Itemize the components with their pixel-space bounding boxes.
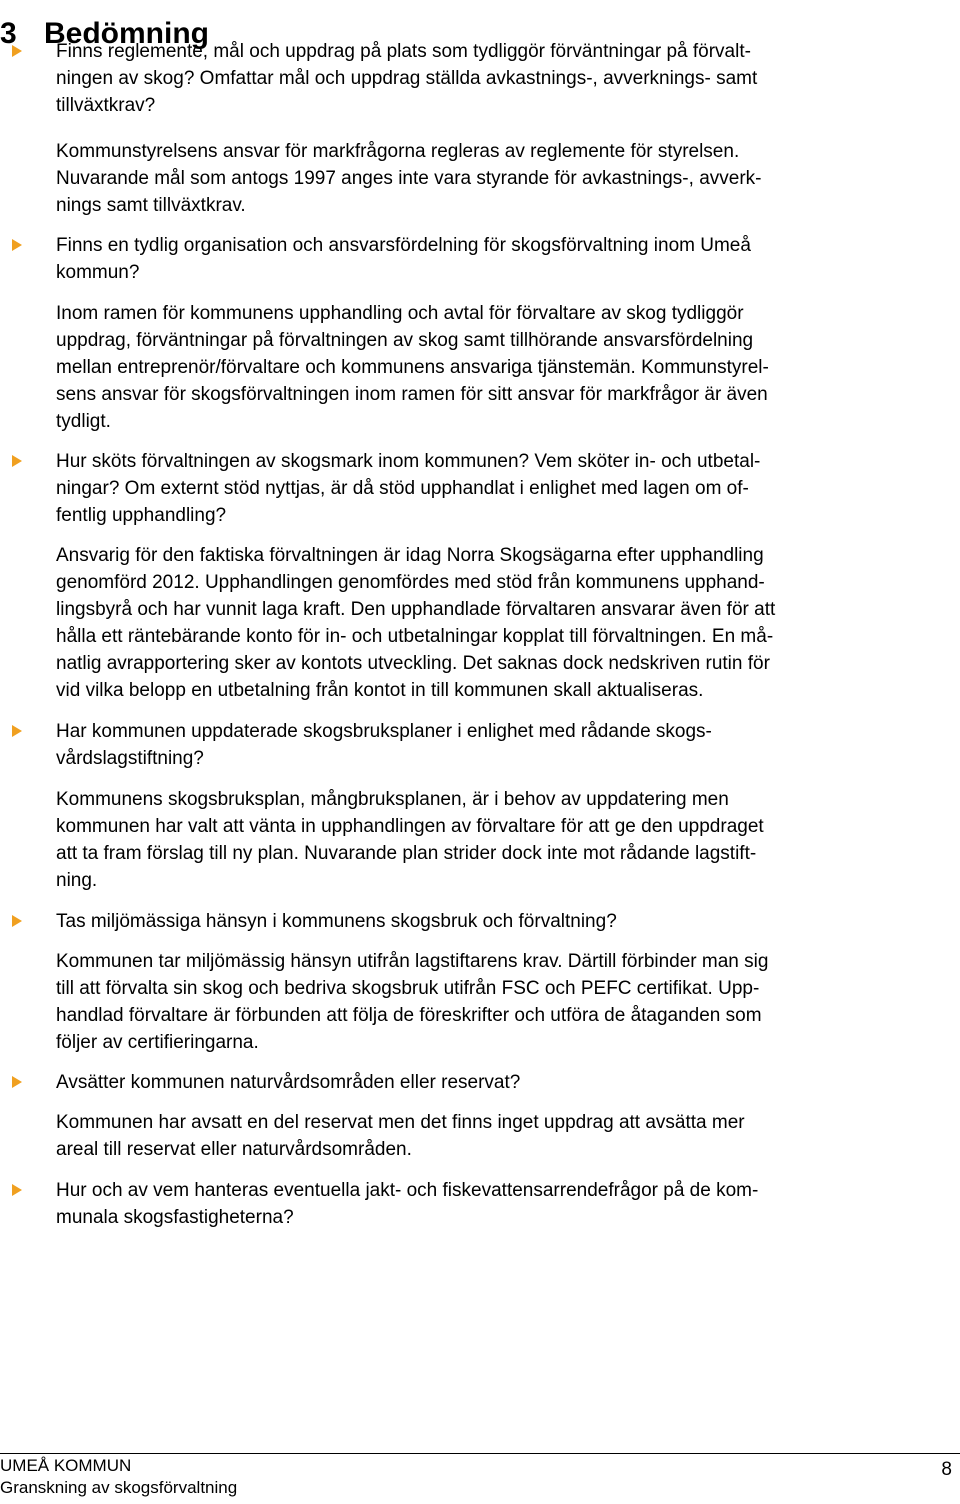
- section-number: 3: [0, 17, 17, 51]
- page-number: 8: [941, 1459, 952, 1480]
- question-text: Tas miljömässiga hänsyn i kommunens skogsbruk och förvaltning?: [56, 911, 617, 932]
- triangle-bullet-icon: [12, 1076, 22, 1088]
- answer-text: Kommunen har avsatt en del reservat men det finns inget uppdrag att avsätta mer areal till reservat eller naturvårdsområden.: [56, 1112, 745, 1160]
- triangle-bullet-icon: [12, 1184, 22, 1196]
- footer-divider: [0, 1453, 960, 1454]
- answer-text: Kommunen tar miljömässig hänsyn utifrån lagstiftarens krav. Därtill förbinder man sig till att förvalta sin skog och bedriva skogsbruk utifrån FSC och PEFC certifikat. Upp- handlad förvaltare är förbunden att följa de föreskrifter och utföra de åtaganden som följer av certifieringarna.: [56, 951, 769, 1053]
- triangle-bullet-icon: [12, 239, 22, 251]
- question-text: Avsätter kommunen naturvårdsområden eller reservat?: [56, 1072, 521, 1093]
- triangle-bullet-icon: [12, 45, 22, 57]
- question-text: Finns en tydlig organisation och ansvarsfördelning för skogsförvaltning inom Umeå kommun?: [56, 235, 751, 283]
- answer-text: Kommunens skogsbruksplan, mångbruksplanen, är i behov av uppdatering men kommunen har valt att vänta in upphandlingen av förvaltare för att ge den uppdraget att ta fram förslag till ny plan. Nuvarande plan strider dock inte mot rådande lagstift- ning.: [56, 789, 764, 891]
- question-text: Finns reglemente, mål och uppdrag på plats som tydliggör förväntningar på förvalt- ningen av skog? Omfattar mål och uppdrag ställda avkastnings-, avverknings- samt tillväxtkrav?: [56, 41, 758, 116]
- triangle-bullet-icon: [12, 725, 22, 737]
- question-text: Har kommunen uppdaterade skogsbruksplaner i enlighet med rådande skogs- vårdslagstiftning?: [56, 721, 712, 769]
- answer-text: Ansvarig för den faktiska förvaltningen är idag Norra Skogsägarna efter upphandling genomförd 2012. Upphandlingen genomfördes med stöd från kommunens upphand- lingsbyrå och har vunnit laga kraft. Den upphandlade förvaltaren ansvarar även för att hålla ett räntebärande konto för in- och utbetalningar kopplat till förvaltningen. En må- natlig avrapportering sker av kontots utveckling. Det saknas dock nedskriven rutin för vid vilka belopp en utbetalning från kontot in till kommunen skall aktualiseras.: [56, 545, 776, 701]
- triangle-bullet-icon: [12, 455, 22, 467]
- question-text: Hur sköts förvaltningen av skogsmark inom kommunen? Vem sköter in- och utbetal- ningar? Om externt stöd nyttjas, är då stöd upphandlat i enlighet med lagen om of- fentlig upphandling?: [56, 451, 761, 526]
- answer-text: Inom ramen för kommunens upphandling och avtal för förvaltare av skog tydliggör uppdrag, förväntningar på förvaltningen av skog samt tillhörande ansvarsfördelning mellan entreprenör/förvaltare och kommunens ansvariga tjänstemän. Kommunstyrel- sens ansvar för skogsförvaltningen inom ramen för sitt ansvar för markfrågor är även tydligt.: [56, 303, 769, 432]
- answer-text: Kommunstyrelsens ansvar för markfrågorna regleras av reglemente för styrelsen. Nuvarande mål som antogs 1997 anges inte vara styrande för avkastnings-, avverk- nings samt tillväxtkrav.: [56, 141, 762, 216]
- footer-report-title: Granskning av skogsförvaltning: [0, 1478, 238, 1497]
- footer-organization: UMEÅ KOMMUN: [0, 1456, 132, 1475]
- triangle-bullet-icon: [12, 915, 22, 927]
- question-text: Hur och av vem hanteras eventuella jakt- och fiskevattensarrendefrågor på de kom- munala skogsfastigheterna?: [56, 1180, 759, 1228]
- section-title: Bedömning: [44, 17, 209, 51]
